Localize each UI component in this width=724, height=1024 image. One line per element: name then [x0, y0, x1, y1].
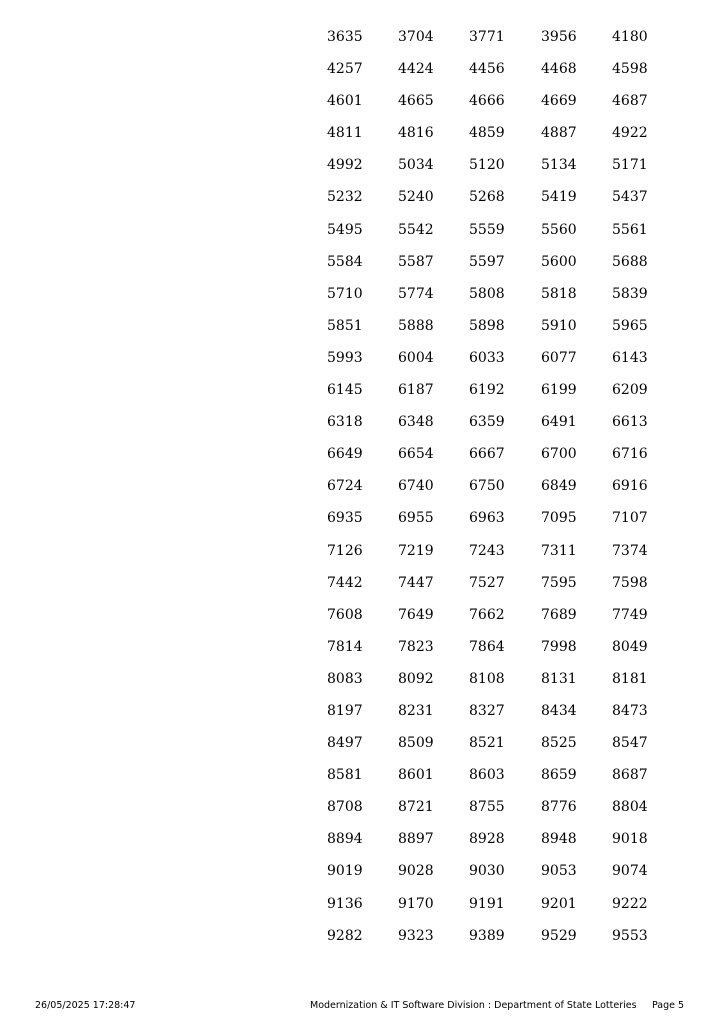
number-cell: 6209 [612, 382, 648, 399]
number-cell: 6187 [398, 382, 434, 399]
number-cell: 7374 [612, 542, 648, 559]
number-cell: 7126 [327, 542, 363, 559]
number-cell: 9030 [469, 863, 505, 880]
number-cell: 6613 [612, 414, 648, 431]
winning-numbers-grid [327, 28, 672, 959]
number-cell: 8108 [469, 670, 505, 687]
number-cell: 5134 [541, 157, 577, 174]
number-cell: 6359 [469, 414, 505, 431]
number-cell: 6654 [398, 446, 434, 463]
number-cell: 7998 [541, 638, 577, 655]
number-cell: 5495 [327, 221, 363, 238]
number-cell: 3704 [398, 29, 434, 45]
number-cell: 5774 [398, 285, 434, 302]
number-cell: 5910 [541, 317, 577, 334]
number-cell: 6700 [541, 446, 577, 463]
number-cell: 6199 [541, 382, 577, 399]
number-cell: 6077 [541, 349, 577, 366]
number-cell: 7814 [327, 638, 363, 655]
number-cell: 9389 [469, 927, 505, 944]
number-cell: 7598 [612, 574, 648, 591]
number-cell: 9222 [612, 895, 648, 912]
number-cell: 3635 [327, 29, 363, 45]
number-cell: 6716 [612, 446, 648, 463]
number-cell: 5710 [327, 285, 363, 302]
number-cell: 5587 [398, 253, 434, 270]
number-cell: 8525 [541, 735, 577, 752]
number-cell: 8083 [327, 670, 363, 687]
number-cell: 4598 [612, 61, 648, 78]
number-cell: 8928 [469, 831, 505, 848]
number-cell: 8509 [398, 735, 434, 752]
number-cell: 6849 [541, 478, 577, 495]
number-cell: 9553 [612, 927, 648, 944]
number-cell: 4811 [327, 125, 363, 142]
number-cell: 5437 [612, 189, 648, 206]
number-cell: 7649 [398, 606, 434, 623]
number-cell: 8131 [541, 670, 577, 687]
number-cell: 6750 [469, 478, 505, 495]
number-cell: 8603 [469, 767, 505, 784]
number-cell: 6740 [398, 478, 434, 495]
number-cell: 8473 [612, 702, 648, 719]
number-cell: 7311 [541, 542, 577, 559]
number-cell: 8708 [327, 799, 363, 816]
number-cell: 6004 [398, 349, 434, 366]
number-cell: 8948 [541, 831, 577, 848]
footer-timestamp: 26/05/2025 17:28:47 [35, 1000, 136, 1011]
number-cell: 6667 [469, 446, 505, 463]
number-cell: 5232 [327, 189, 363, 206]
number-cell: 8497 [327, 735, 363, 752]
number-cell: 5559 [469, 221, 505, 238]
number-cell: 9170 [398, 895, 434, 912]
number-cell: 4257 [327, 61, 363, 78]
footer-division: Modernization & IT Software Division : Department of State Lotteries [310, 1000, 637, 1011]
number-cell: 4180 [612, 29, 648, 45]
number-cell: 6935 [327, 510, 363, 527]
number-cell: 5542 [398, 221, 434, 238]
number-cell: 9323 [398, 927, 434, 944]
number-cell: 8601 [398, 767, 434, 784]
number-cell: 8897 [398, 831, 434, 848]
number-cell: 7095 [541, 510, 577, 527]
number-cell: 5034 [398, 157, 434, 174]
number-cell: 5120 [469, 157, 505, 174]
number-cell: 5268 [469, 189, 505, 206]
number-cell: 6491 [541, 414, 577, 431]
number-cell: 9191 [469, 895, 505, 912]
number-cell: 8659 [541, 767, 577, 784]
number-cell: 4887 [541, 125, 577, 142]
number-cell: 5584 [327, 253, 363, 270]
number-cell: 9019 [327, 863, 363, 880]
number-cell: 6348 [398, 414, 434, 431]
number-cell: 7662 [469, 606, 505, 623]
number-cell: 6143 [612, 349, 648, 366]
number-cell: 6145 [327, 382, 363, 399]
number-cell: 8049 [612, 638, 648, 655]
number-cell: 9201 [541, 895, 577, 912]
number-cell: 8755 [469, 799, 505, 816]
number-cell: 8197 [327, 702, 363, 719]
number-cell: 4687 [612, 93, 648, 110]
number-cell: 5560 [541, 221, 577, 238]
number-cell: 6916 [612, 478, 648, 495]
number-cell: 7243 [469, 542, 505, 559]
number-cell: 4601 [327, 93, 363, 110]
number-cell: 6955 [398, 510, 434, 527]
footer-page-number: Page 5 [652, 1000, 685, 1011]
number-cell: 8327 [469, 702, 505, 719]
number-cell: 6033 [469, 349, 505, 366]
number-cell: 7608 [327, 606, 363, 623]
number-cell: 9028 [398, 863, 434, 880]
number-cell: 4665 [398, 93, 434, 110]
number-cell: 8181 [612, 670, 648, 687]
number-cell: 8894 [327, 831, 363, 848]
number-cell: 8776 [541, 799, 577, 816]
number-cell: 5898 [469, 317, 505, 334]
number-cell: 9018 [612, 831, 648, 848]
number-cell: 5688 [612, 253, 648, 270]
number-cell: 7219 [398, 542, 434, 559]
number-cell: 6724 [327, 478, 363, 495]
number-cell: 8231 [398, 702, 434, 719]
number-cell: 5993 [327, 349, 363, 366]
number-cell: 5597 [469, 253, 505, 270]
number-cell: 7864 [469, 638, 505, 655]
number-cell: 7527 [469, 574, 505, 591]
number-cell: 4424 [398, 61, 434, 78]
number-cell: 6192 [469, 382, 505, 399]
number-cell: 3771 [469, 29, 505, 45]
number-cell: 8721 [398, 799, 434, 816]
number-cell: 9282 [327, 927, 363, 944]
number-cell: 8434 [541, 702, 577, 719]
number-cell: 9529 [541, 927, 577, 944]
number-cell: 5888 [398, 317, 434, 334]
number-cell: 5561 [612, 221, 648, 238]
number-cell: 6963 [469, 510, 505, 527]
number-cell: 8092 [398, 670, 434, 687]
number-cell: 8804 [612, 799, 648, 816]
number-cell: 4666 [469, 93, 505, 110]
number-cell: 6318 [327, 414, 363, 431]
number-cell: 5839 [612, 285, 648, 302]
number-cell: 9074 [612, 863, 648, 880]
number-cell: 7689 [541, 606, 577, 623]
number-cell: 7595 [541, 574, 577, 591]
number-cell: 8521 [469, 735, 505, 752]
number-cell: 5851 [327, 317, 363, 334]
number-cell: 9136 [327, 895, 363, 912]
number-cell: 4468 [541, 61, 577, 78]
number-cell: 6649 [327, 446, 363, 463]
number-cell: 7447 [398, 574, 434, 591]
number-cell: 4859 [469, 125, 505, 142]
number-cell: 7749 [612, 606, 648, 623]
number-cell: 4669 [541, 93, 577, 110]
number-cell: 4816 [398, 125, 434, 142]
number-cell: 8547 [612, 735, 648, 752]
number-cell: 8687 [612, 767, 648, 784]
number-cell: 5419 [541, 189, 577, 206]
number-cell: 4922 [612, 125, 648, 142]
number-cell: 8581 [327, 767, 363, 784]
number-cell: 5965 [612, 317, 648, 334]
number-cell: 5600 [541, 253, 577, 270]
number-cell: 7442 [327, 574, 363, 591]
number-cell: 9053 [541, 863, 577, 880]
number-cell: 4456 [469, 61, 505, 78]
number-cell: 5818 [541, 285, 577, 302]
number-cell: 5240 [398, 189, 434, 206]
number-cell: 7823 [398, 638, 434, 655]
number-cell: 5808 [469, 285, 505, 302]
number-cell: 5171 [612, 157, 648, 174]
number-cell: 7107 [612, 510, 648, 527]
number-cell: 3956 [541, 29, 577, 45]
number-cell: 4992 [327, 157, 363, 174]
